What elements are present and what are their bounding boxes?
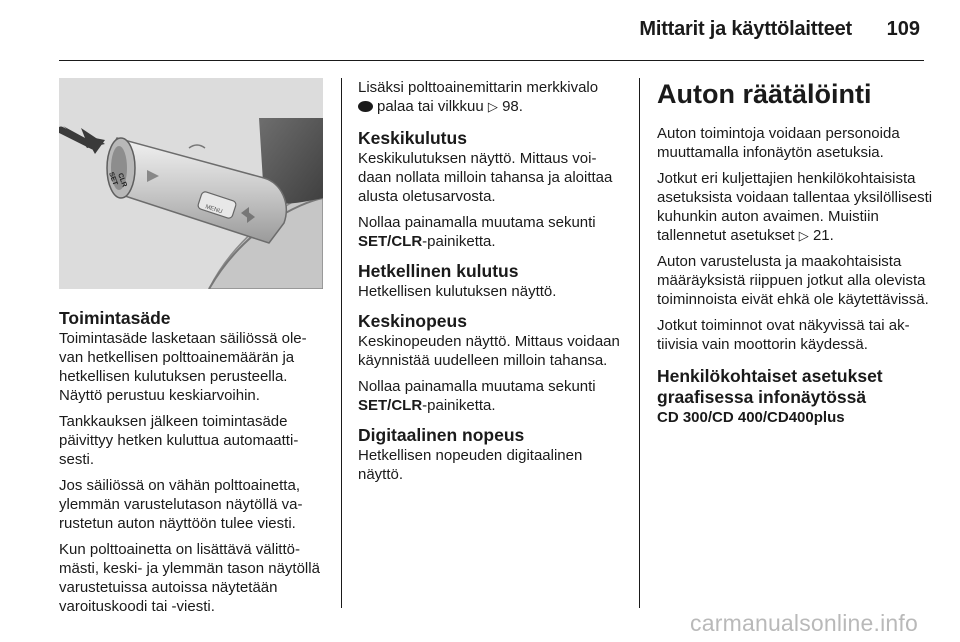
page-reference: 98. bbox=[502, 98, 523, 115]
lever-label-clr: CLR bbox=[116, 172, 128, 189]
average-speed-paragraph-1: Keskinopeuden näyttö. Mittaus voidaan käynnistää uudelleen milloin tahansa. bbox=[358, 333, 620, 369]
heading-average-consumption: Keskikulutus bbox=[358, 128, 467, 148]
column-divider-1 bbox=[341, 78, 342, 608]
digital-speed-paragraph: Hetkellisen nopeuden digitaalinen näyttö. bbox=[358, 447, 583, 483]
heading-models: CD 300/CD 400/CD400plus bbox=[657, 409, 845, 426]
lever-label-set: SET bbox=[107, 171, 119, 187]
personalization-paragraph-2 bbox=[657, 169, 945, 245]
page-reference: 21. bbox=[812, 227, 834, 244]
heading-range: Toimintasäde bbox=[59, 308, 171, 328]
heading-vehicle-personalization: Auton räätälöinti bbox=[657, 79, 872, 109]
personalization-text: Jotkut eri kuljettajien henkilökohtaisista asetuksista voidaan tallentaa yksilöllisesti kuhunkin auton avaimen. Muistiin tallennetut asetukset bbox=[657, 170, 933, 244]
reset-instruction: Nollaa painamalla muutama sekunti bbox=[358, 378, 596, 395]
page-header bbox=[0, 0, 960, 60]
range-paragraph-2: Tankkauksen jälkeen toimintasäde päivittyy hetken kuluttua automaattisesti. bbox=[59, 413, 299, 468]
range-paragraph-1: Toimintasäde lasketaan säiliössä olevan hetkellisen polttoainemäärän ja hetkellisen kulutuksen perusteella. Näyttö perustuu keskiarvoihin. bbox=[59, 330, 307, 404]
heading-digital-speed: Digitaalinen nopeus bbox=[358, 425, 525, 445]
heading-instant-consumption: Hetkellinen kulutus bbox=[358, 261, 519, 281]
range-paragraph-3: Jos säiliössä on vähän polttoainetta, ylemmän varustelutason näytöllä varustetun auton näyttöön tulee viesti. bbox=[59, 477, 303, 532]
page-reference-icon: ▷ bbox=[798, 228, 809, 243]
heading-average-speed: Keskinopeus bbox=[358, 311, 467, 331]
fuel-warning-paragraph bbox=[358, 78, 624, 116]
column-divider-2 bbox=[639, 78, 640, 608]
column-middle bbox=[358, 78, 624, 491]
average-consumption-paragraph-1: Keskikulutuksen näyttö. Mittaus voidaan nollata milloin tahansa ja aloittaa alusta oletusarvosta. bbox=[358, 150, 613, 205]
page-reference-icon: ▷ bbox=[487, 99, 498, 114]
heading-personal-settings: Henkilökohtaiset asetukset graafisessa infonäytössä bbox=[657, 366, 883, 407]
reset-instruction: Nollaa painamalla muutama sekunti bbox=[358, 214, 596, 231]
fuel-warning-text: Lisäksi polttoainemittarin merkkivalo bbox=[358, 79, 599, 96]
lever-illustration bbox=[59, 78, 323, 289]
warning-light-icon bbox=[358, 101, 373, 112]
range-paragraph-4: Kun polttoainetta on lisättävä välittömästi, keski- ja ylemmän tason näytöllä varustetuissa autoissa näytetään varoituskoodi tai -viesti. bbox=[59, 541, 320, 615]
header-rule bbox=[59, 60, 924, 61]
watermark: carmanualsonline.info bbox=[690, 610, 918, 636]
reset-instruction-end: -painiketta. bbox=[422, 233, 496, 250]
fuel-warning-text-2: palaa tai vilkkuu bbox=[377, 98, 484, 115]
column-left bbox=[59, 78, 325, 623]
set-clr-button-label: SET/CLR bbox=[358, 397, 423, 414]
average-speed-paragraph-2 bbox=[358, 377, 624, 415]
personalization-paragraph-4: Jotkut toiminnot ovat näkyvissä tai aktiivisia vain moottorin käydessä. bbox=[657, 317, 910, 353]
steering-column-lever-image bbox=[59, 78, 323, 289]
set-clr-button-label: SET/CLR bbox=[358, 233, 423, 250]
page-number: 109 bbox=[886, 18, 920, 40]
personalization-paragraph-3: Auton varustelusta ja maakohtaisista määräyksistä riippuen jotkut alla olevista toiminnoista eivät ehkä ole käytettävissä. bbox=[657, 253, 929, 308]
column-right bbox=[657, 78, 945, 427]
personalization-paragraph-1: Auton toimintoja voidaan personoida muuttamalla infonäytön asetuksia. bbox=[657, 125, 900, 161]
section-title: Mittarit ja käyttölaitteet bbox=[639, 18, 852, 40]
average-consumption-paragraph-2 bbox=[358, 213, 624, 251]
reset-instruction-end: -painiketta. bbox=[422, 397, 496, 414]
lever-label-menu: MENU bbox=[204, 204, 224, 216]
instant-consumption-paragraph: Hetkellisen kulutuksen näyttö. bbox=[358, 283, 557, 300]
